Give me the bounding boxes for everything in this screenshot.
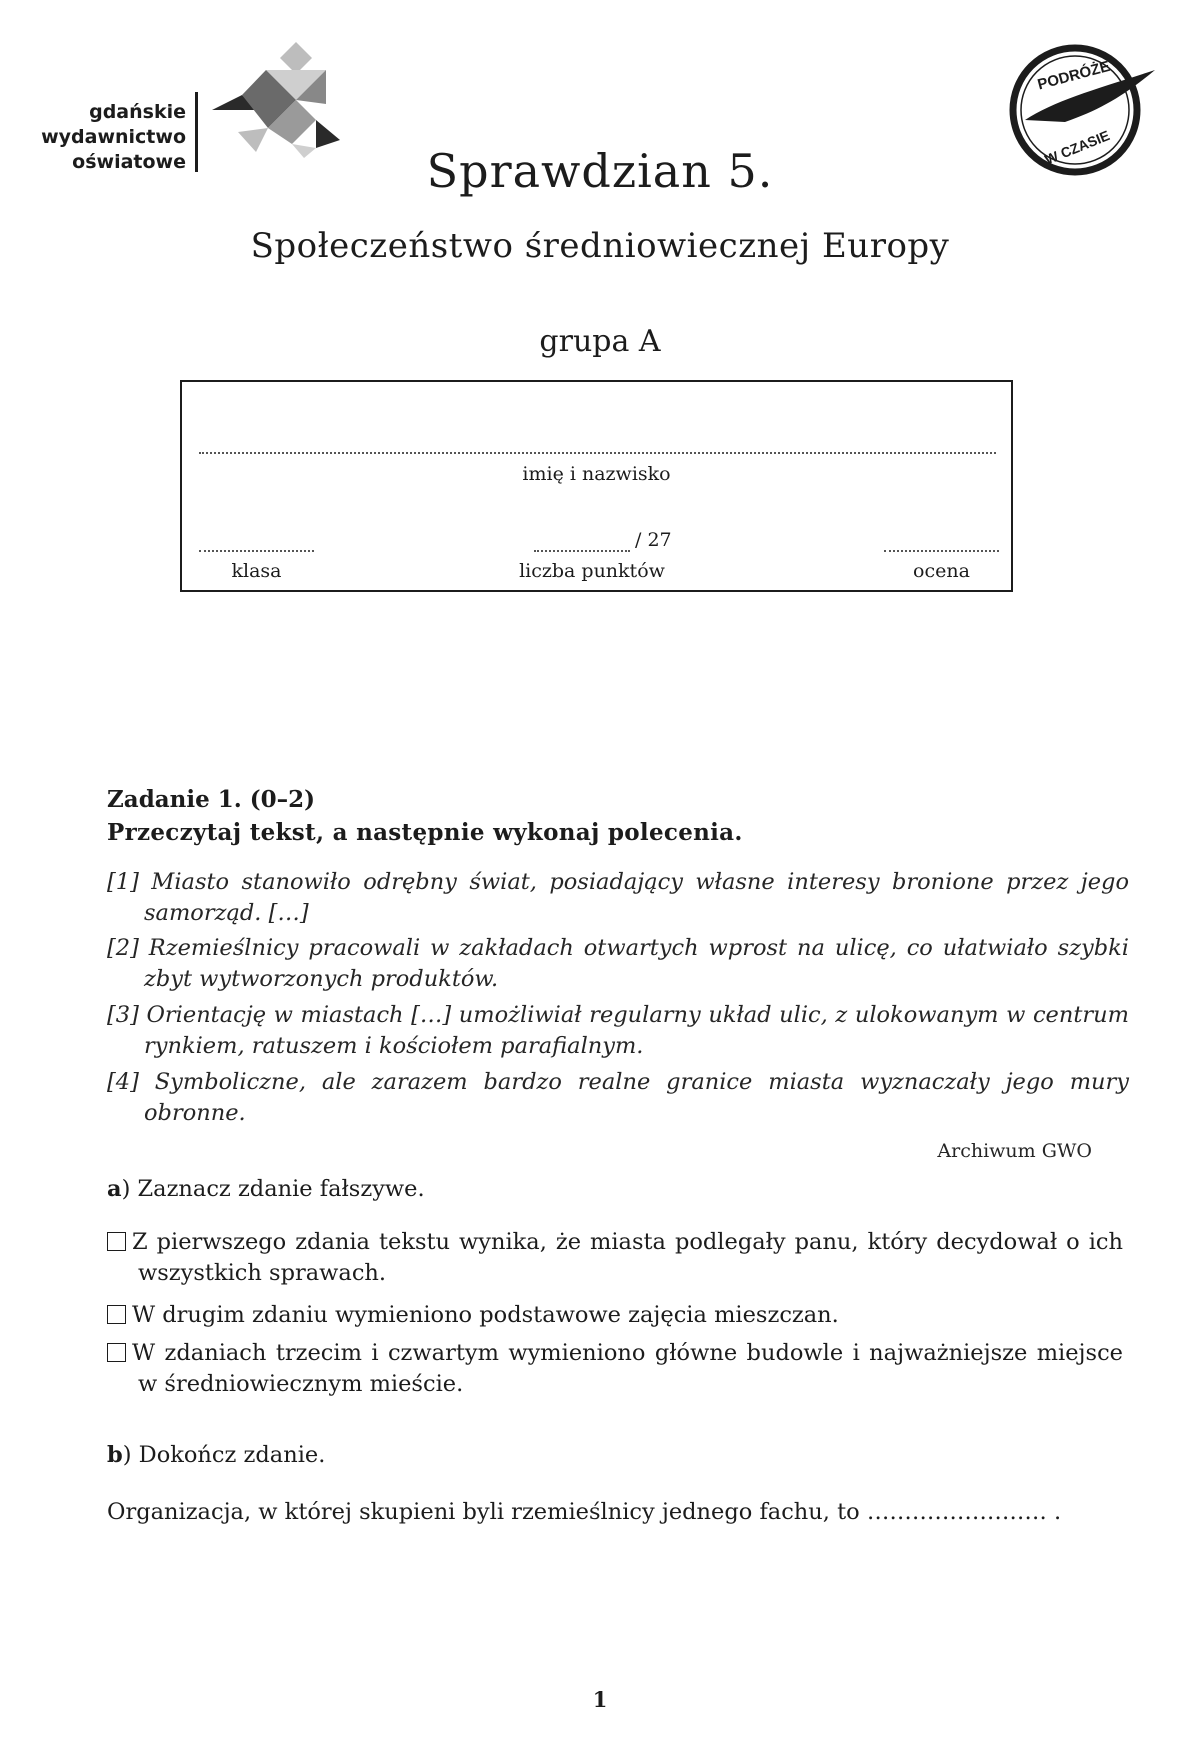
stamp-bottom-text: W CZASIE <box>1042 127 1112 168</box>
option-1-text: Z pierwszego zdania tekstu wynika, że miasta podlegały panu, który decydował o ich wszystkich sprawach. <box>132 1229 1123 1286</box>
answer-option-3[interactable] <box>107 1338 1123 1400</box>
publisher-line-2: wydawnictwo <box>41 126 186 148</box>
task-instruction: Przeczytaj tekst, a następnie wykonaj polecenia. <box>107 819 743 846</box>
class-field[interactable] <box>199 550 314 552</box>
page-title: Sprawdzian 5. <box>426 144 774 198</box>
text-paragraph-2: [2] Rzemieślnicy pracowali w zakładach otwartych wprost na ulicę, co ułatwiało szybki zbyt wytworzonych produktów. <box>107 935 1129 992</box>
completion-sentence <box>107 1497 1097 1527</box>
part-b-prompt <box>107 1440 325 1470</box>
student-info-box <box>180 380 1013 592</box>
answer-option-1[interactable] <box>107 1227 1123 1289</box>
checkbox-2[interactable] <box>107 1305 126 1324</box>
part-a-letter: a <box>107 1176 122 1202</box>
points-max: / 27 <box>635 529 672 551</box>
answer-option-2[interactable] <box>107 1300 1092 1331</box>
page-number: 1 <box>592 1687 608 1712</box>
page-subtitle: Społeczeństwo średniowiecznej Europy <box>250 226 950 266</box>
text-source: Archiwum GWO <box>937 1140 1092 1162</box>
checkbox-1[interactable] <box>107 1232 126 1251</box>
stamp-top-text: PODRÓŻE <box>1035 57 1112 94</box>
completion-text: Organizacja, w której skupieni byli rzemieślnicy jednego fachu, to <box>107 1499 867 1525</box>
part-a-text: ) Zaznacz zdanie fałszywe. <box>121 1176 425 1202</box>
text-paragraph-1: [1] Miasto stanowiło odrębny świat, posiadający własne interesy bronione przez jego samorząd. […] <box>107 869 1129 926</box>
test-group: grupa A <box>539 324 661 359</box>
publisher-line-3: oświatowe <box>72 151 186 173</box>
points-label: liczba punktów <box>519 560 665 582</box>
part-a-prompt <box>107 1174 425 1204</box>
class-label: klasa <box>231 560 282 582</box>
publisher-logo-icon <box>208 40 343 160</box>
name-label: imię i nazwisko <box>522 463 671 485</box>
answer-blank[interactable]: …………………… . <box>866 1499 1062 1525</box>
option-3-text: W zdaniach trzecim i czwartym wymieniono główne budowle i najważniejsze miejsce w średniowiecznym mieście. <box>132 1340 1123 1397</box>
grade-field[interactable] <box>884 550 999 552</box>
option-2-text: W drugim zdaniu wymieniono podstawowe zajęcia mieszczan. <box>132 1302 839 1328</box>
points-field[interactable] <box>534 550 630 552</box>
text-paragraph-3: [3] Orientację w miastach […] umożliwiał regularny układ ulic, z ulokowanym w centrum rynkiem, ratuszem i kościołem parafialnym. <box>107 1002 1129 1059</box>
task-heading: Zadanie 1. (0–2) <box>107 786 316 813</box>
part-b-letter: b <box>107 1442 123 1468</box>
part-b-text: ) Dokończ zdanie. <box>122 1442 326 1468</box>
grade-label: ocena <box>913 560 970 582</box>
text-paragraph-4: [4] Symboliczne, ale zarazem bardzo realne granice miasta wyznaczały jego mury obronne. <box>107 1069 1129 1126</box>
name-field[interactable] <box>199 452 996 454</box>
publisher-line-1: gdańskie <box>89 101 186 123</box>
checkbox-3[interactable] <box>107 1343 126 1362</box>
